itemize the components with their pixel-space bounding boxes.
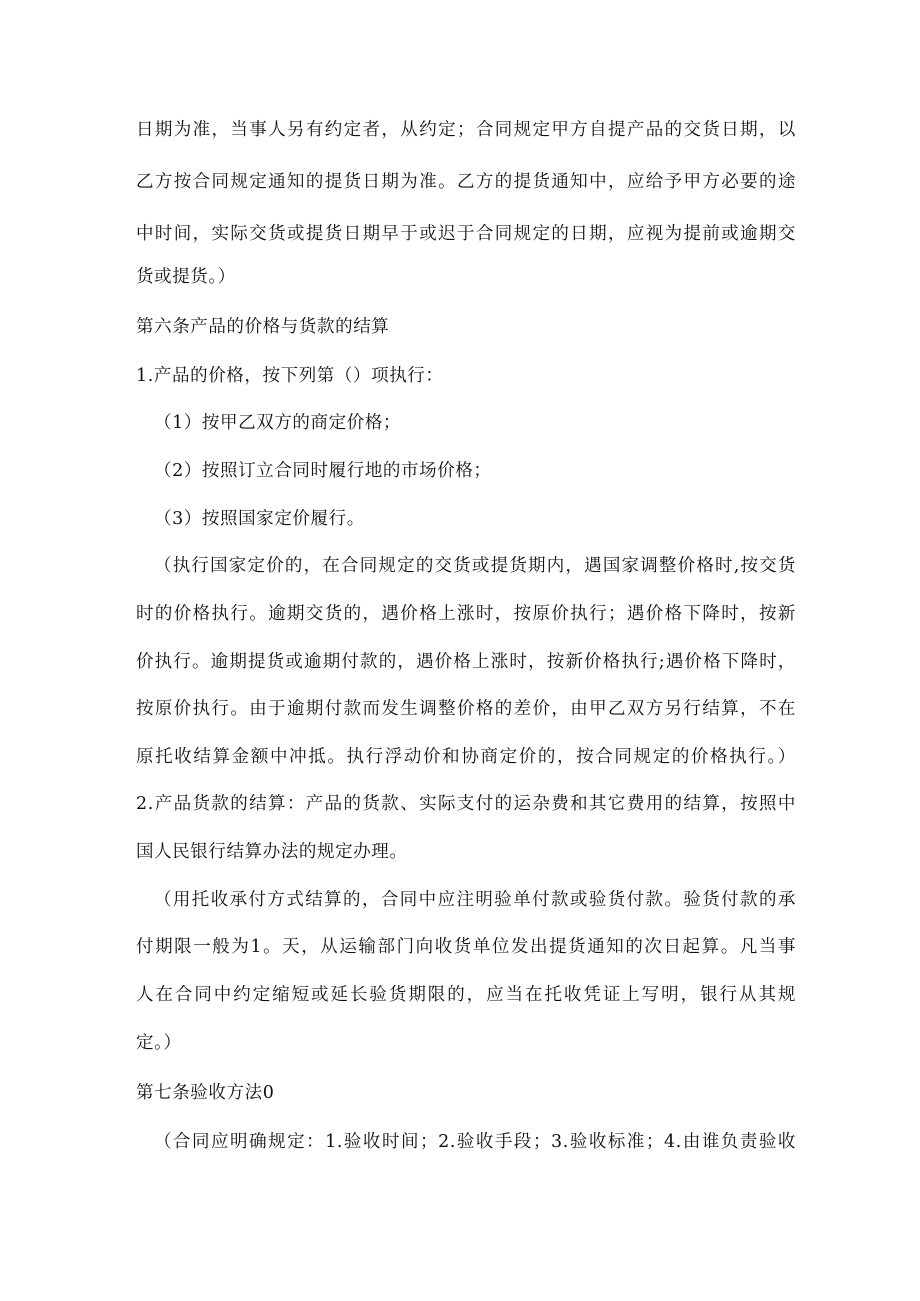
- paragraph-line: （用托收承付方式结算的，合同中应注明验单付款或验货付款。验货付款的承: [154, 890, 796, 910]
- paragraph-line: 人在合同中约定缩短或延长验货期限的，应当在托收凭证上写明，银行从其规: [136, 985, 796, 1005]
- paragraph-line: 中时间，实际交货或提货日期早于或迟于合同规定的日期，应视为提前或逾期交: [136, 224, 796, 244]
- list-item: （1）按甲乙双方的商定价格；: [154, 413, 402, 433]
- paragraph-line: 货或提货。）: [136, 267, 236, 287]
- clause-heading: 1.产品的价格，按下列第（）项执行：: [136, 366, 444, 386]
- list-item: （2）按照订立合同时履行地的市场价格；: [154, 461, 492, 481]
- section-heading: 第七条验收方法0: [136, 1083, 275, 1103]
- paragraph-line: 国人民银行结算办法的规定办理。: [136, 842, 408, 862]
- paragraph-line: 价执行。逾期提货或逾期付款的，遇价格上涨时，按新价格执行;遇价格下降时，: [136, 652, 796, 672]
- paragraph-line: 按原价执行。由于逾期付款而发生调整价格的差价，由甲乙双方另行结算，不在: [136, 699, 796, 719]
- paragraph-line: 定。）: [136, 1033, 182, 1053]
- paragraph-line: （合同应明确规定：1.验收时间；2.验收手段；3.验收标准；4.由谁负责验收: [154, 1132, 796, 1152]
- paragraph-line: 原托收结算金额中冲抵。执行浮动价和协商定价的，按合同规定的价格执行。）: [136, 747, 796, 767]
- paragraph-line: （执行国家定价的，在合同规定的交货或提货期内，遇国家调整价格时,按交货: [154, 556, 796, 576]
- list-item: （3）按照国家定价履行。: [154, 509, 365, 529]
- paragraph-line: 时的价格执行。逾期交货的，遇价格上涨时，按原价执行；遇价格下降时，按新: [136, 604, 796, 624]
- paragraph-line: 付期限一般为1。天，从运输部门向收货单位发出提货通知的次日起算。凡当事: [136, 937, 796, 957]
- paragraph-line: 2.产品货款的结算：产品的货款、实际支付的运杂费和其它费用的结算，按照中: [136, 794, 796, 814]
- section-heading: 第六条产品的价格与货款的结算: [136, 317, 390, 337]
- paragraph-line: 日期为准，当事人另有约定者，从约定；合同规定甲方自提产品的交货日期，以: [136, 120, 796, 140]
- paragraph-line: 乙方按合同规定通知的提货日期为准。乙方的提货通知中，应给予甲方必要的途: [136, 172, 796, 192]
